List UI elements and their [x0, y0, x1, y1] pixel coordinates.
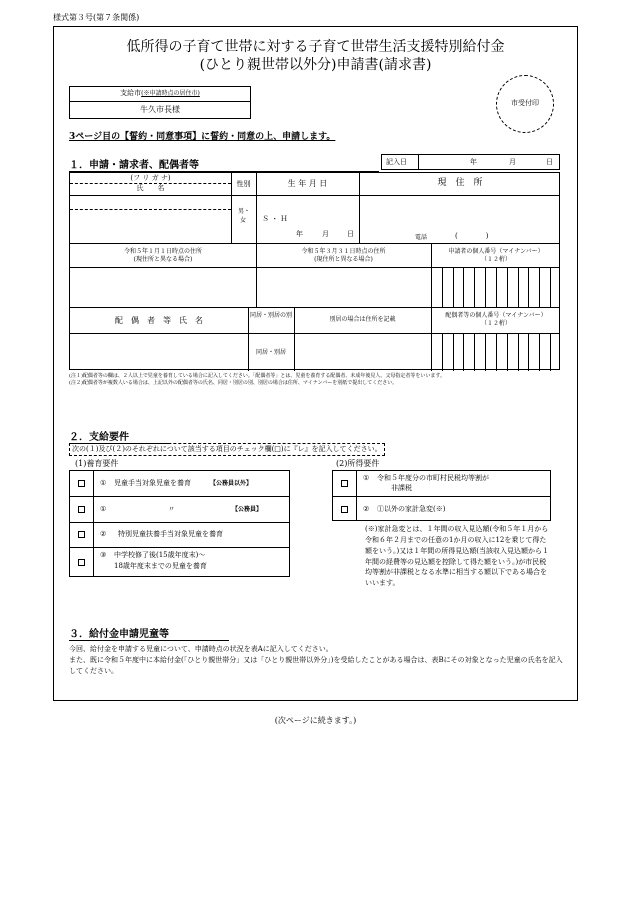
entry-day-unit: 日 — [546, 158, 553, 166]
req1-item2-tag: 【公務員】 — [232, 506, 263, 513]
req1-item2-checkbox[interactable] — [78, 506, 85, 513]
entry-date-box — [381, 154, 560, 170]
mynumber-input[interactable] — [431, 268, 561, 307]
dob-day-unit: 日 — [347, 230, 354, 238]
req1-item3-num: ② — [100, 530, 107, 538]
continued-note: (次ページに続きます。) — [274, 716, 357, 725]
req1-item1-checkbox[interactable] — [78, 480, 85, 487]
payment-city-label — [70, 89, 250, 98]
address-mar31-title: 令和５年３月３１日時点の住所 — [301, 248, 386, 255]
form-title: 低所得の子育て世帯に対する子育て世帯生活支援特別給付金 — [126, 39, 505, 55]
section3-heading: ３．給付金申請児童等 — [69, 625, 229, 641]
req1-item4-num: ③ — [100, 551, 107, 559]
section1-notes — [69, 373, 569, 387]
mynumber-title: 申請者の個人番号（マイナンバー） — [448, 248, 544, 255]
entry-year-unit: 年 — [470, 158, 477, 166]
section3-text2: また、既に令和５年度中に本給付金(「ひとり親世帯分」又は「ひとり親世帯以外分」)を受給したことがある場合は、表Bにその対象となった児童の氏名を記入してください。 — [69, 655, 563, 675]
address-input[interactable] — [360, 196, 560, 231]
req1-item1-tag: 【公務員以外】 — [210, 480, 253, 487]
entry-date-label: 記入日 — [386, 158, 407, 166]
payment-city-box — [69, 86, 251, 119]
req1-label: (1)養育要件 — [75, 459, 119, 468]
reception-stamp-area — [496, 75, 554, 133]
furigana-label: (フ リ ガ ナ) — [130, 174, 171, 182]
applicant-table — [69, 172, 560, 370]
req1-item1-num: ① — [100, 479, 107, 487]
payment-city-value[interactable]: 牛久市長様 — [140, 105, 180, 114]
payment-city-note: (※申請時点の居住市) — [141, 90, 200, 97]
phone-input[interactable]: ( ) — [455, 232, 489, 240]
req1-item3-checkbox[interactable] — [78, 531, 85, 538]
address-mar31-label — [256, 248, 431, 263]
address-jan1-title: 令和５年１月１日時点の住所 — [123, 248, 202, 255]
section1-note2: (注２)配偶者等が複数人いる場合は、上記以外の配偶者等の氏名、同居・別居の別、別居の場合は住所、マイナンバーを別紙で提出してください。 — [69, 380, 398, 386]
req2-item1-num: ① — [363, 474, 370, 482]
reception-stamp-label: 市受付印 — [511, 99, 539, 107]
address-mar31-note: (現住所と異なる場合) — [314, 255, 373, 263]
req2-item2-checkbox[interactable] — [341, 506, 348, 513]
form-number: 様式第３号(第７条関係) — [53, 13, 140, 22]
req2-item2-text: ①以外の家計急変(※) — [377, 505, 446, 513]
address-label: 現 住 所 — [437, 178, 483, 188]
spouse-name-input[interactable] — [70, 334, 248, 371]
mynumber-digits-note: （１２桁） — [480, 255, 511, 263]
dob-label: 生 年 月 日 — [287, 179, 328, 188]
address-jan1-input[interactable] — [70, 268, 256, 307]
page-instruction: 3ページ目の【誓約・同意事項】に誓約・同意の上、申請します。 — [69, 132, 336, 142]
spouse-mynumber-digits-note: （１２桁） — [480, 319, 511, 327]
req1-table — [69, 470, 290, 577]
spouse-name-label: 配 偶 者 等 氏 名 — [115, 316, 203, 325]
req2-item2-num: ② — [363, 505, 370, 513]
section1-heading: １．申請・請求者、配偶者等 — [69, 156, 379, 172]
req1-item2-text: 〃 — [168, 505, 175, 513]
req1-item2-num: ① — [100, 505, 107, 513]
dob-year-unit: 年 — [296, 230, 303, 238]
payment-city-label-text: 支給市 — [120, 89, 142, 97]
section2-instruction: 次の(１)及び(２)のそれぞれについて該当する項目のチェック欄(□)に『レ』を記入してください。 — [69, 443, 385, 456]
separate-address-input[interactable] — [295, 334, 431, 371]
req2-table — [332, 470, 551, 521]
phone-label: 電話 — [415, 234, 428, 241]
spouse-mynumber-title: 配偶者等の個人番号（マイナンバー） — [445, 312, 547, 319]
address-jan1-note: (現住所と異なる場合) — [133, 255, 193, 263]
form-subtitle: (ひとり親世帯以外分)申請書(請求書) — [199, 57, 432, 73]
household-change-explanation: (※)家計急変とは、１年間の収入見込額(令和５年１月から令和６年２月までの任意の1か月の収入に12を乗じて得た額をいう。)又は１年間の所得見込額(当該収入見込額から１年間の経費等の見込額を控除して得た額をいう。)が市民税均等割が非課税となる水準に相当する額以下である場合をいいます。 — [365, 525, 549, 588]
mynumber-label — [431, 248, 561, 263]
section3-text1: 今回、給付金を申請する児童について、申請時点の状況を表Aに記入してください。 — [69, 645, 333, 653]
spouse-mynumber-label — [431, 312, 561, 327]
req2-item1-text: 令和５年度分の市町村民税均等割が — [377, 474, 489, 482]
req1-item1-text: 児童手当対象児童を養育 — [114, 479, 191, 487]
furigana-input[interactable] — [70, 195, 231, 209]
section1-note1: (注１)配偶者等の欄は、２人以上で児童を養育している場合に記入してください。「配偶者等」とは、児童を養育する配偶者、未成年後見人、父母指定者等をいいます。 — [69, 373, 446, 379]
req2-item1-checkbox[interactable] — [341, 480, 348, 487]
separate-address-label: 別居の場合は住所を記載 — [329, 316, 396, 323]
gender-label: 性別 — [236, 180, 251, 188]
cohabit-label: 同居・別居の別 — [250, 312, 293, 319]
name-input[interactable] — [70, 210, 231, 242]
era-options[interactable]: Ｓ ・ Ｈ — [262, 215, 288, 223]
address-jan1-label — [70, 248, 256, 263]
dob-month-unit: 月 — [322, 230, 329, 238]
req2-item1-text2: 非課税 — [391, 484, 412, 492]
section2-heading: ２．支給要件 — [69, 428, 169, 444]
address-mar31-input[interactable] — [257, 268, 431, 307]
gender-options[interactable]: 男・女 — [238, 208, 251, 224]
name-label: 氏 名 — [136, 184, 165, 192]
req1-item3-text: 特別児童扶養手当対象児童を養育 — [118, 530, 223, 538]
spouse-mynumber-input[interactable] — [431, 334, 561, 371]
entry-month-unit: 月 — [509, 158, 516, 166]
req2-label: (2)所得要件 — [336, 459, 380, 468]
req1-item4-checkbox[interactable] — [78, 559, 85, 566]
req1-item4-text2: 18歳年度末までの児童を養育 — [114, 562, 207, 570]
cohabit-options[interactable]: 同居・別居 — [255, 349, 286, 356]
req1-item4-text: 中学校修了後(15歳年度末)～ — [114, 551, 206, 559]
section3-text — [69, 644, 564, 677]
